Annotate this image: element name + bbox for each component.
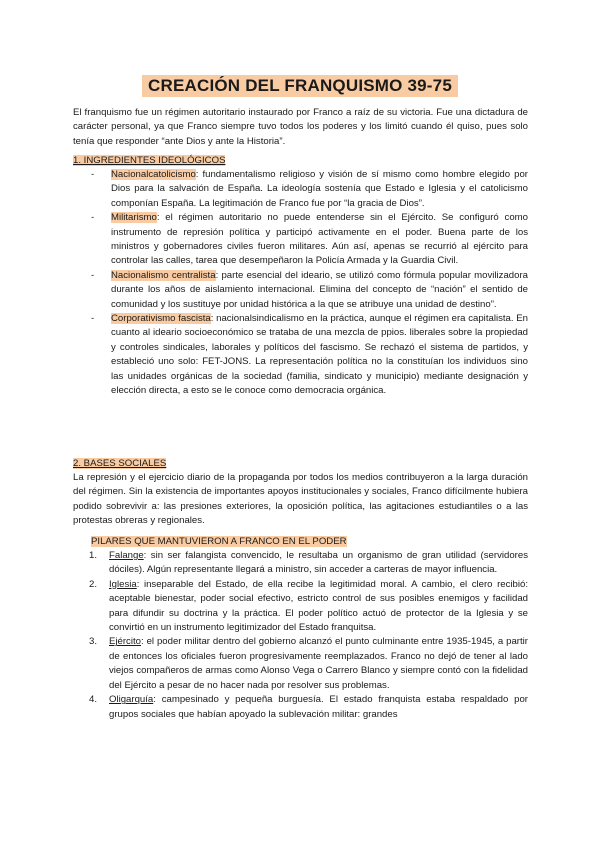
item-text: : sin ser falangista convencido, le resultaba un organismo de gran utilidad (servidores dóciles). Algún representante llegará a ministro, sin acceder a carteras de mayor influencia. [109, 550, 528, 576]
item-text: : el poder militar dentro del gobierno alcanzó el punto culminante entre 1935-1945, a partir de entonces los oficiales fueron progresivamente reemplazados. Franco no dejó de tener al lado viejos compañeros de armas como Alonso Vega o Carrero Blanco y siempre contó con la fidelidad del Ejército a pesar de no hacer nada por resolver sus problemas. [109, 636, 528, 691]
intro-paragraph: El franquismo fue un régimen autoritario instaurado por Franco a raíz de su victoria. Fue una dictadura de carácter personal, ya que Franco siempre tuvo todos los poderes y los limitó cuando él quiso, pues solo tenía que responder “ante Dios y ante la Historia”. [73, 107, 528, 147]
ideologia-list [73, 168, 528, 399]
term-corporativismo: Corporativismo fascista [111, 313, 211, 325]
term-ejercito: Ejército [109, 636, 141, 648]
section-1-heading: 1. INGREDIENTES IDEOLÓGICOS [73, 155, 226, 166]
term-oligarquia: Oligarquía [109, 694, 154, 706]
list-item [91, 312, 528, 398]
section-ideologia [73, 154, 528, 399]
item-text: : nacionalsindicalismo en la práctica, aunque el régimen era capitalista. En cuanto al ideario socioeconómico se trataba de una mezcla de ppios. liberales sobre la propiedad y controles sindicales, laborales y políticos del fascismo. Se rechazó el sistema de partidos, y estableció uno solo: FET-JONS. La representación política no la constituían los individuos sino las unidades orgánicas de la sociedad (familia, sindicato y municipio) mediante designación y elección directa, a esto se le conoce como democracia orgánica. [111, 313, 528, 397]
section-bases-sociales [73, 457, 528, 722]
term-nacionalismo: Nacionalismo centralista [111, 269, 216, 281]
section-2-heading: 2. BASES SOCIALES [73, 458, 167, 469]
list-item [91, 269, 528, 312]
page-title: CREACIÓN DEL FRANQUISMO 39-75 [142, 75, 458, 97]
list-item: 4. Oligarquía: campesinado y pequeña burguesía. El estado franquista estaba respaldado por grupos sociales que habían apoyado la sublevación militar: grandes [89, 694, 528, 720]
item-text: : campesinado y pequeña burguesía. El estado franquista estaba respaldado por grupos sociales que habían apoyado la sublevación militar: grandes [109, 694, 528, 720]
term-nacionalcatolicismo: Nacionalcatolicismo [111, 169, 196, 180]
item-text: : parte esencial del ideario, se utilizó como fórmula popular movilizadora durante los años de aislamiento internacional. Elimina del concepto de “nación” el sentido de comunidad y los sustituye por unidad histórica a la que se atribuye una unidad de destino”. [111, 269, 528, 310]
pilares-subheading: PILARES QUE MANTUVIERON A FRANCO EN EL PODER [91, 535, 347, 547]
list-item: 2. Iglesia: inseparable del Estado, de ella recibe la legitimidad moral. A cambio, el clero recibió: aceptable bienestar, poder social efectivo, estricto control de sus posibles enemigos y facilidad para difundir su doctrina y la práctica. El poder político actuó de protector de la Iglesia y se convirtió en un instrumento legitimizador del Estado franquitsa. [89, 578, 528, 634]
section-2-paragraph: La represión y el ejercicio diario de la propaganda por todos los medios contribuyeron a la larga duración del régimen. Sin la existencia de importantes apoyos institucionales y sociales, Franco difícilmente hubiera podido sobrevivir a: las presiones exteriores, la oposición política, las agitaciones estudiantiles o a las protestas obreras y regionales. [73, 472, 528, 527]
item-text: : fundamentalismo religioso y visión de sí mismo como hombre elegido por Dios para la salvación de España. La ideología sostenía que Estado e Iglesia y el catolicismo componían España. La legitimación de Franco fue por “la gracia de Dios”. [111, 169, 528, 209]
item-text: : el régimen autoritario no puede entenderse sin el Ejército. Se configuró como instrumento de represión política y participó activamente en el poder. Buena parte de los ministros y gobernadores civiles fueron militares. Aún así, apenas se recurrió al ejército para controlar las calles, tarea que desempeñaron la Policía Armada y la Guardia Civil. [111, 212, 528, 267]
term-falange: Falange [109, 550, 144, 562]
list-item [91, 168, 528, 211]
item-text: : inseparable del Estado, de ella recibe la legitimidad moral. A cambio, el clero recibió: aceptable bienestar, poder social efectivo, estricto control de sus posibles enemigos y facilidad para difundir su doctrina y la práctica. El poder político actuó de protector de la Iglesia y se convirtió en un instrumento legitimizador del Estado franquitsa. [109, 578, 528, 634]
title-wrap [0, 75, 600, 97]
term-militarismo: Militarismo [111, 212, 157, 224]
list-item: 1. Falange: sin ser falangista convencido, le resultaba un organismo de gran utilidad (servidores dóciles). Algún representante llegará a ministro, sin acceder a carteras de mayor influencia. [89, 550, 528, 576]
pilares-list [73, 549, 528, 722]
list-item: 3. Ejército: el poder militar dentro del gobierno alcanzó el punto culminante entre 1935-1945, a partir de entonces los oficiales fueron progresivamente reemplazados. Franco no dejó de tener al lado viejos compañeros de armas como Alonso Vega o Carrero Blanco y siempre contó con la fidelidad del Ejército a pesar de no hacer nada por resolver sus problemas. [89, 636, 528, 691]
list-item [91, 211, 528, 269]
term-iglesia: Iglesia [109, 578, 137, 590]
